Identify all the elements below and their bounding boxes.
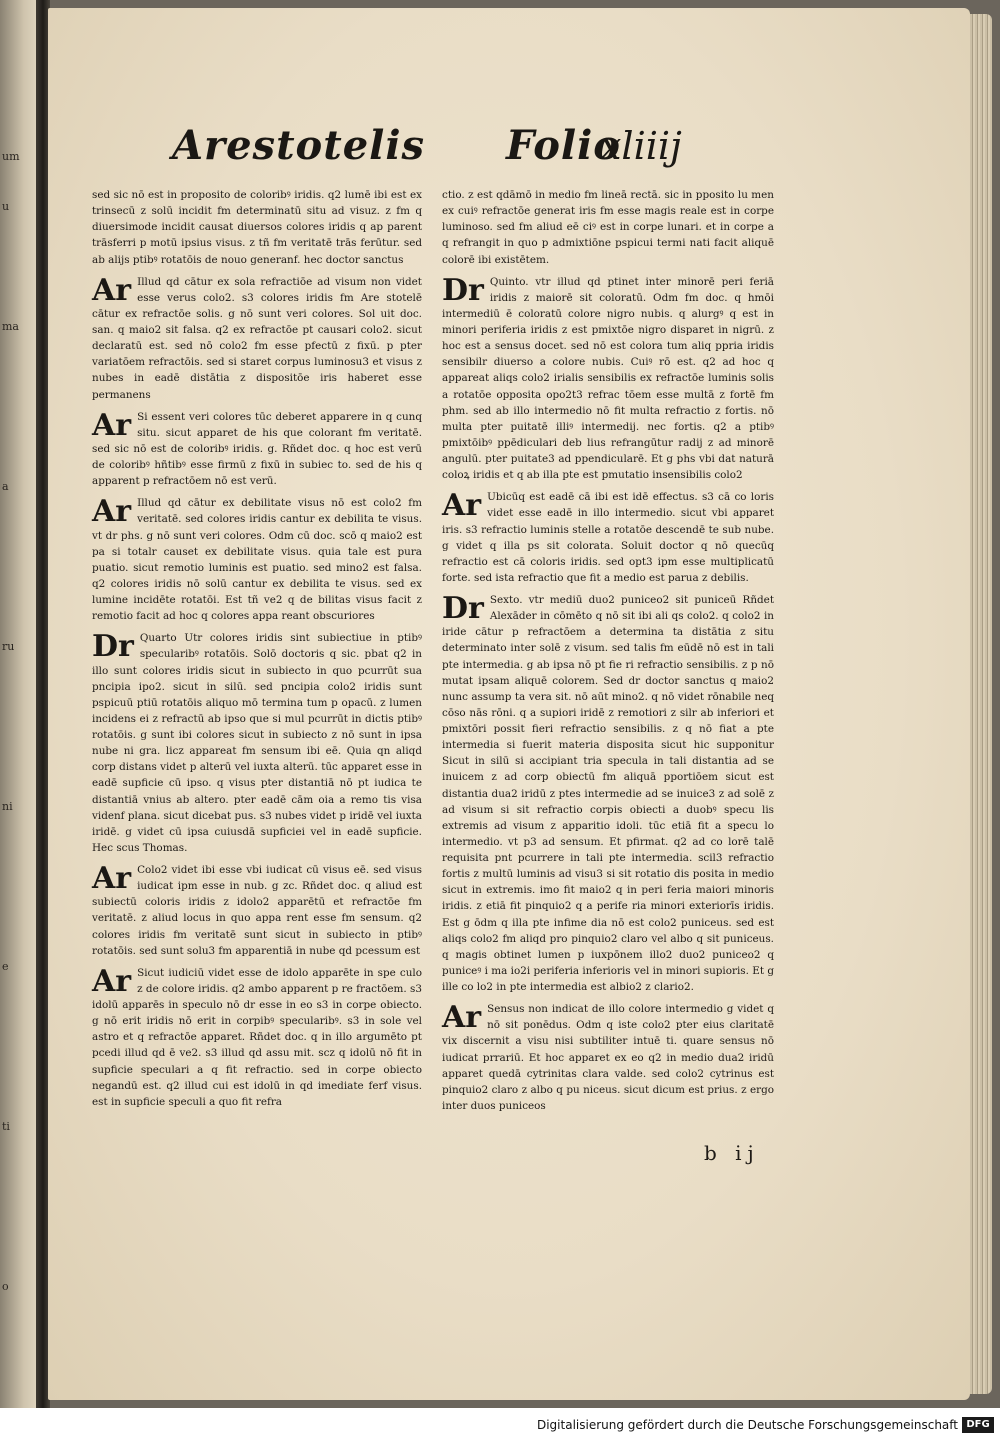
paragraph bbox=[442, 274, 774, 484]
paragraph-initial: Ar bbox=[92, 963, 132, 999]
paragraph-text: Quarto Utr colores iridis sint subiectiue in ptibꝰ specularibꝰ rotatōis. Solō doctoris q sic. pbat q2 in illo sunt colores iridis sicut in subiecto in quo pcurrūt sua pncipia ipo2. sicut in silū. sed pncipia colo2 iridis sunt pspicuū ptiū rotatōis aliquo mō termina tum p opacū. z lumen incidens ei z refractū ab ipso que si mul pcurrūt in dictis ptibꝰ rotatōis. g sunt ibi colores sicut in subiecto z nō sunt in ipsa nube ni gra. licz appareat fm sensum ibi eē. Quia qn aliqd corp distans videt p alterū vel iuxta alterū. tūc apparet esse in eadē supficie cū ipso. q visus pter distantiā nō pt iudica te distantiā vnius ab altero. pter eadē cām oia a remo tis visa videnf plana. sicut dicebat pus. s3 nubes videt p iridē vel iuxta iridē. g videt cū ipsa cuiusdā supficiei vel in eadē supficie. Hec scus Thomas. bbox=[92, 632, 422, 854]
paragraph bbox=[92, 187, 422, 268]
paragraph-initial: Dr bbox=[442, 591, 484, 626]
paragraph-initial: Dr bbox=[442, 272, 484, 308]
footer-bar bbox=[0, 1408, 1000, 1443]
left-page-fragment: a bbox=[2, 480, 9, 493]
left-page-fragment: ru bbox=[2, 640, 15, 653]
signature-mark: b ij bbox=[704, 1141, 760, 1165]
paragraph bbox=[92, 409, 422, 490]
paragraph-text: Quinto. vtr illud qd ptinet inter minorē peri feriā iridis z maiorē sit coloratū. Odm fm doc. q hmōi intermediū ē coloratū colore nigro nubis. q alurgꝰ q est in minori periferia iridis z est pmixtōe nigro disparet in nigrū. z hoc est a sensus docet. sed nō est colora tum aliq ppria iridis sensibilr diuerso a colore nubis. Cuiꝰ rō est. q2 ad hoc q appareat aliqs colo2 irialis sensibilis ex refractōe luminis solis a rotatōe opposita opo2t3 refrac tōem esse multā z fortē fm phm. sed ab illo intermedio nō fit multa refractio z fortis. nō multa pter puitatē illiꝰ intermedij. nec fortis. q2 a ptibꝰ pmixtōibꝰ ppēdiculari deb lius refrangūtur radij z ad minorē angulū. pter puitate3 ad ppendicularē. Et g phs vbi dat naturā coloꝝ iridis et q ab illa pte est pmutatio insensibilis colo2 bbox=[442, 275, 774, 482]
left-page-fragment: um bbox=[2, 150, 20, 163]
left-page-fragment: ma bbox=[2, 320, 19, 333]
paragraph-text: Illud qd cātur ex sola refractiōe ad visum non videt esse verus colo2. s3 colores iridis fm Are stotelē cātur ex refractōe solis. g nō sunt veri colores. Sol uit doc. san. q maio2 sit falsa. q2 ex refractōe pt causari colo2. sicut declaratū est. sed nō colo2 fm esse pfectū z fixū. p pter variatōem refractōis. sed si staret corpus luminosu3 et visus z nubes in eadē distātia z dispositōe iris haberet esse permanens bbox=[92, 275, 422, 401]
folio-label: Folio bbox=[506, 122, 621, 169]
text-column-left bbox=[92, 187, 422, 1116]
paragraph bbox=[442, 187, 774, 268]
left-page-fragment: e bbox=[2, 960, 9, 973]
paragraph bbox=[92, 630, 422, 856]
paragraph-text: ctio. z est qdāmō in medio fm lineā rectā. sic in pposito lu men ex cuiꝰ refractōe generat iris fm esse magis reale est in corpe luminoso. sed fm aliud eē ciꝰ est in corpe lunari. et in corpe a q refrangit in quo p admixtiōne pspicui termi nati facit aliquē colorē ibi existētem. bbox=[442, 189, 774, 266]
paragraph-text: Colo2 videt ibi esse vbi iudicat cū visus eē. sed visus iudicat ipm esse in nub. g zc. Rñdet doc. q aliud est subiectū coloris iridis z idolo2 apparētū et refractōe fm veritatē. z aliud locus in quo appa rent esse fm sensum. q2 colores iridis fm veritatē sunt sicut in subiecto in ptibꝰ rotatōis. sed sunt solu3 fm apparentiā in nube qd pcessum est bbox=[92, 864, 422, 957]
paragraph-initial: Dr bbox=[92, 629, 134, 665]
paragraph-text: Illud qd cātur ex debilitate visus nō est colo2 fm veritatē. sed colores iridis cantur ex debilita te visus. vt dr phs. g nō sunt veri colores. Odm cū doc. scō q maio2 est pa si totalr causet ex debilitate visus. quia tale est pura puatio. sicut remotio luminis est puatio. sed mino2 est falsa. q2 colores iridis nō solū cantur ex debilita te visus. sed ex lumine incidēte rotatōi. Est tñ ve2 q de bilitas visus facit z remotio facit ad hoc q colores appa reant obscuriores bbox=[92, 497, 422, 623]
left-page-edge bbox=[0, 0, 40, 1408]
left-page-fragment: ni bbox=[2, 800, 13, 813]
paragraph-initial: Ar bbox=[442, 1000, 482, 1036]
left-page-fragment: u bbox=[2, 200, 10, 213]
paragraph bbox=[92, 274, 422, 403]
paragraph bbox=[92, 862, 422, 959]
footer-credit: Digitalisierung gefördert durch die Deutsche Forschungsgemeinschaft bbox=[536, 1418, 958, 1432]
text-column-right bbox=[442, 187, 774, 1120]
paragraph-initial: Ar bbox=[92, 272, 132, 308]
dfg-logo: DFG bbox=[962, 1417, 994, 1433]
paragraph bbox=[442, 592, 774, 995]
paragraph-text: sed sic nō est in proposito de coloribꝰ iridis. q2 lumē ibi est ex trinsecū z solū incidit fm determinatū situ ad visuz. z fm q diuersimode incidit causat diuersos colores iridis q ap parent trāsferri p motū ipsius visus. z tñ fm veritatē trās ferūtur. sed ab alijs ptibꝰ rotatōis de nouo generanf. hec doctor sanctus bbox=[92, 189, 422, 266]
paragraph bbox=[442, 1001, 774, 1114]
paragraph-initial: Ar bbox=[92, 494, 132, 530]
paragraph-text: Ubicūq est eadē cā ibi est idē effectus. s3 cā co loris videt esse eadē in illo intermedio. sicut vbi apparet iris. s3 refractio luminis stelle a rotatōe descendē te sub nube. g videt q illa ps sit colorata. Soluit doctor q nō quecūq refractio est cā coloris iridis. sed opt3 ipm esse multiplicatū forte. sed ista refractio que fit a medio est parua z debilis. bbox=[442, 491, 774, 584]
left-page-fragment: ti bbox=[2, 1120, 10, 1133]
paragraph-text: Sexto. vtr mediū duo2 puniceo2 sit puniceū Rñdet Alexāder in cōmēto q nō sit ibi ali qs colo2. q colo2 in iride cātur p refractōem a determina ta distātia z situ determinato inter solē z visum. sed talis fm eūdē nō est in tali pte intermedia. g ab ipsa nō pt fie ri refractio sensibilis. z p nō mutat ipsam aliquē colorem. Sed dr doctor sanctus q maio2 nunc assump ta vera sit. nō aūt mino2. q nō videt rōnabile neq cōso nās rōni. q a supiori iridē z remotiori z silr ab inferiori et pmixtōri possit fieri refractio sensibilis. z q nō fiat a pte intermedia si fuerit materia disposita sicut hic supponitur Sicut in silū si accipiant tria specula in tali distantia ad se inuicem z ad corp obiectū fm aliquā pportiōem sicut est distantia dua2 iridū z ptes intermedie ad se inuice3 z ad solē z ad visum si sit refractio corpis obiecti a duobꝰ specu lis extremis ad visum z apparitio idoli. tūc etiā fit a specu lo intermedio. vt p3 ad sensum. Et pfirmat. q2 ad co lorē talē requisita pnt pcurrere in tali pte intermedia. scil3 refractio fortis z multū luminis ad visu3 si sit rotatio dis posita in medio sicut in extremis. imo fit maio2 q in peri feria maiori minoris iridis. z etiā fit pinquio2 q a perife ria minori exteriorīs iridis. Est g ōdm q illa pte infime dia nō est colo2 puniceus. sed est aliqs colo2 fm aliqd pro pinquio2 claro vel albo q sit puniceus. q magis obtinet lumen p iuxpōnem illo2 duo2 puniceo2 q puniceꝰ i ma io2i periferia inferioris vel in minori supioris. Et g ille co lo2 in pte intermedia est albio2 z clario2. bbox=[442, 594, 774, 993]
running-title: Arestotelis bbox=[172, 122, 426, 169]
page-edge-stack bbox=[970, 14, 992, 1394]
paragraph-text: Sicut iudiciū videt esse de idolo apparēte in spe culo z de colore iridis. q2 ambo apparent p re fractōem. s3 idolū apparēs in speculo nō dr esse in eo s3 in corpe obiecto. g nō erit iridis nō erit in corpibꝰ specularibꝰ. s3 in sole vel astro et q refractōe apparet. Rñdet doc. q in illo argumēto pt pcedi illud qd ē ve2. s3 illud qd assu mit. scz q idolū nō fit in supficie speculari a q fit refractio. sed in corpe obiecto negandū est. q2 illud cui est idolū in qd imediate ferf visus. est in supficie speculi a quo fit refra bbox=[92, 966, 422, 1108]
left-page-fragment: o bbox=[2, 1280, 9, 1293]
folio-number: xliiij bbox=[600, 124, 682, 168]
paragraph-initial: Ar bbox=[92, 407, 132, 443]
paragraph bbox=[442, 489, 774, 586]
paragraph-initial: Ar bbox=[92, 861, 132, 896]
paragraph-initial: Ar bbox=[442, 488, 482, 524]
paragraph bbox=[92, 495, 422, 624]
paragraph bbox=[92, 965, 422, 1110]
paragraph-text: Si essent veri colores tūc deberet apparere in q cunq situ. sicut apparet de his que colorant fm veritatē. sed sic nō est de coloribꝰ iridis. g. Rñdet doc. q hoc est verū de coloribꝰ hñtibꝰ esse firmū z fixū in subiec to. sed de his q apparent p refractōem nō est verū. bbox=[92, 410, 422, 488]
paragraph-text: Sensus non indicat de illo colore intermedio g videt q nō sit ponēdus. Odm q iste colo2 pter eius claritatē vix discernit a visu nisi subtiliter intuē ti. quare sensus nō iudicat prrariū. Et hoc apparet ex eo q2 in medio dua2 iridū apparet quedā cytrinitas clara valde. sed colo2 cytrinus est pinquio2 claro z albo q pu niceus. sicut dicum est prius. z ergo inter duos puniceos bbox=[442, 1003, 774, 1112]
